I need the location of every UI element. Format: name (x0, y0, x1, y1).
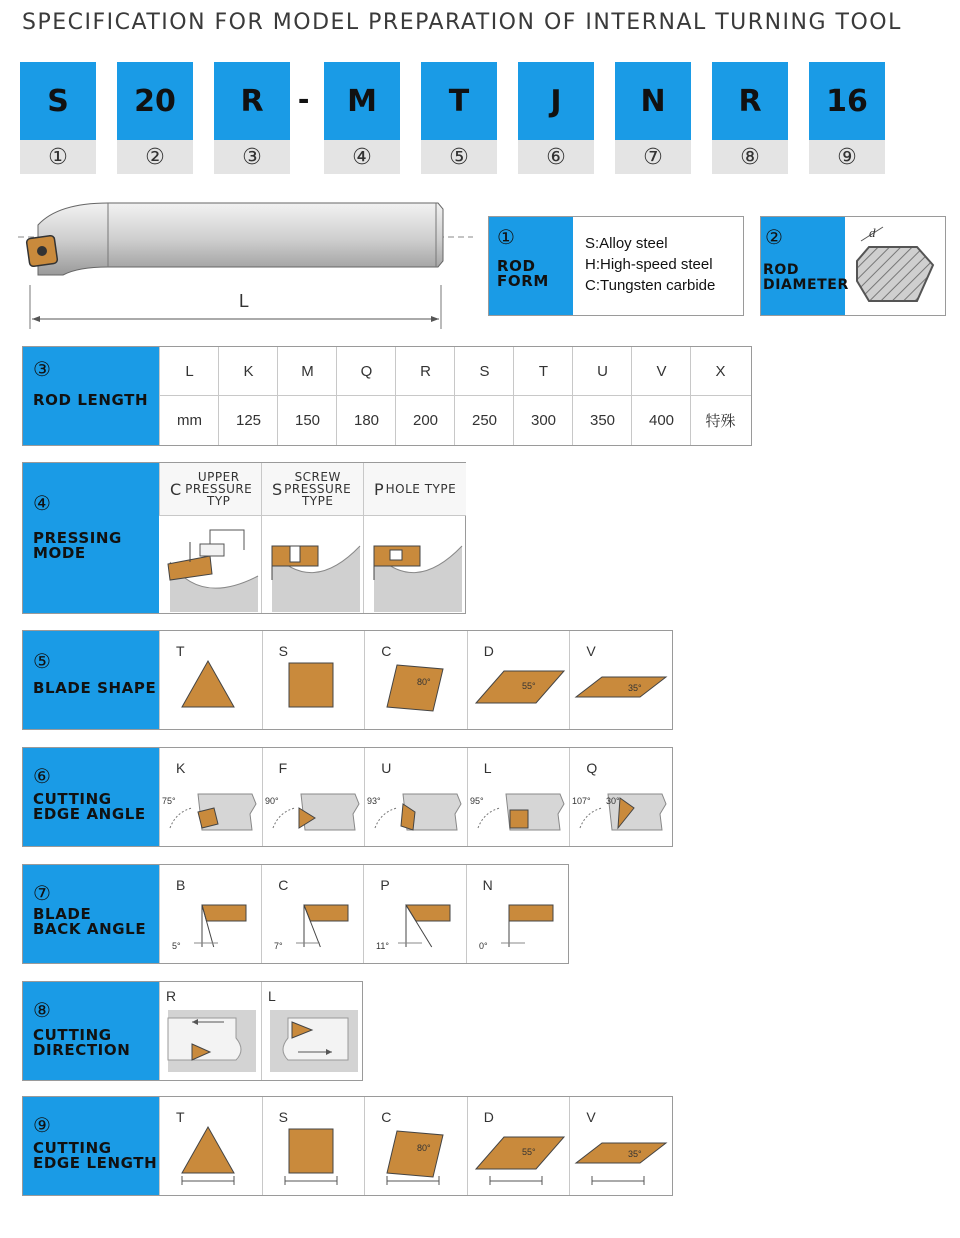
rod-length-code: X (690, 347, 750, 395)
insert-shape-icon (367, 1121, 467, 1191)
option-cell-c (364, 631, 467, 729)
insert-shape-icon (572, 655, 672, 725)
back-angle-label: 0° (478, 941, 488, 951)
code-letter: R (214, 62, 290, 140)
back-angle-label: 5° (172, 941, 181, 951)
pressing-mode-header-p (363, 463, 466, 516)
option-letter: C (381, 643, 392, 659)
section-number: ⑥ (33, 764, 51, 788)
right-hand-direction-icon (166, 1008, 258, 1074)
option-cell-t (159, 1097, 262, 1195)
edge-angle-icon (162, 774, 262, 844)
insert-angle-label: 80° (417, 677, 431, 687)
edge-angle-icon (265, 774, 365, 844)
rod-form-option: C:Tungsten carbide (585, 277, 716, 294)
option-letter: Q (586, 760, 598, 776)
rod-length-value: mm (159, 396, 219, 445)
rod-form-option: H:High-speed steel (585, 256, 713, 273)
code-letter: T (421, 62, 497, 140)
mode-text: PRESSURE (284, 482, 352, 496)
mode-text: TYPE (301, 494, 334, 508)
rod-length-value: 400 (631, 396, 691, 445)
section-number: ⑨ (33, 1113, 51, 1137)
option-letter: L (483, 760, 492, 776)
code-index: ⑥ (518, 140, 594, 174)
rod-length-code: K (218, 347, 278, 395)
rod-length-code: L (159, 347, 219, 395)
diameter-symbol: d (869, 225, 876, 240)
mode-letter: C (170, 479, 182, 499)
edge-angle-cell-u (364, 748, 467, 846)
code-letter: M (324, 62, 400, 140)
section-label (33, 1141, 157, 1171)
mode-text: TYP (207, 494, 231, 508)
option-cell-s (262, 631, 365, 729)
code-index: ⑧ (712, 140, 788, 174)
insert-shape-s (289, 663, 333, 707)
option-letter: T (176, 1109, 185, 1125)
option-letter: N (482, 877, 493, 893)
mode-letter: S (272, 479, 283, 499)
option-cell-v (569, 1097, 672, 1195)
section-label-line: DIAMETER (763, 277, 849, 293)
pressing-mode-header-s (261, 463, 363, 516)
code-letter: S (20, 62, 96, 140)
mode-letter: P (374, 479, 384, 499)
option-letter: F (278, 760, 288, 776)
edge-angle-cell-q (569, 748, 672, 846)
rod-length-code: Q (336, 347, 396, 395)
section-number: ② (765, 225, 783, 249)
back-angle-cell-n (466, 865, 569, 963)
option-letter: C (278, 877, 289, 893)
section-label (497, 259, 549, 289)
section-label-line: MODE (33, 544, 86, 562)
rod-length-value: 350 (572, 396, 632, 445)
rod-length-code: V (631, 347, 691, 395)
tool-drawing (18, 195, 478, 335)
rod-length-value: 250 (454, 396, 514, 445)
section-label-line: CUTTING (33, 1139, 112, 1157)
code-box-9 (809, 62, 885, 174)
edge-angle-cell-k (159, 748, 262, 846)
code-index: ⑤ (421, 140, 497, 174)
section-label-line: CUTTING (33, 1026, 112, 1044)
left-hand-direction-icon (268, 1008, 360, 1074)
section-number: ① (497, 225, 515, 249)
insert-shape-d (476, 1137, 564, 1185)
length-label: L (238, 291, 250, 311)
section-label (33, 1028, 130, 1058)
section-number: ③ (33, 357, 51, 381)
code-letter: N (615, 62, 691, 140)
option-cell-s (262, 1097, 365, 1195)
cutting-edge-angle-section (22, 747, 673, 847)
rod-cross-section-icon (847, 221, 943, 311)
section-label: BLADE SHAPE (33, 679, 157, 697)
back-angle-cell-b (159, 865, 262, 963)
back-angle-icon (366, 891, 466, 961)
option-cell-c (364, 1097, 467, 1195)
edge-angle-cell-f (262, 748, 365, 846)
edge-angle-label: 90° (264, 796, 279, 806)
section-number: ⑤ (33, 649, 51, 673)
code-box-6 (518, 62, 594, 174)
code-box-5 (421, 62, 497, 174)
option-cell-v (569, 631, 672, 729)
mode-text: SCREW (294, 470, 341, 484)
insert-shape-icon (265, 655, 365, 725)
back-angle-cell-c (261, 865, 364, 963)
insert-shape-icon (265, 1121, 365, 1191)
section-label (33, 792, 146, 822)
code-index: ⑨ (809, 140, 885, 174)
option-letter: C (381, 1109, 392, 1125)
back-angle-label: 11° (376, 941, 390, 951)
option-cell-d (467, 1097, 570, 1195)
option-letter: L (268, 988, 276, 1004)
insert-shape-v (576, 1143, 666, 1185)
insert-shape-icon (367, 655, 467, 725)
rod-form-options (585, 233, 715, 296)
code-box-4 (324, 62, 400, 174)
mode-text: UPPER (197, 470, 240, 484)
blade-back-angle-section (22, 864, 569, 964)
screw-pressure-icon (262, 516, 362, 612)
option-letter: R (166, 988, 177, 1004)
edge-angle-label: 95° (469, 796, 484, 806)
section-label-line: PRESSING (33, 529, 122, 547)
rod-length-code: S (454, 347, 514, 395)
option-letter: V (586, 643, 596, 659)
code-separator: - (298, 80, 310, 118)
rod-form-section (488, 216, 744, 316)
upper-pressure-icon (160, 516, 260, 612)
cutting-edge-length-section (22, 1096, 673, 1196)
rod-length-value: 180 (336, 396, 396, 445)
section-label (763, 263, 849, 293)
section-label-line: FORM (497, 272, 549, 290)
insert-shape-icon (162, 1121, 262, 1191)
mode-text: PRESSURE (185, 482, 253, 496)
option-letter: V (586, 1109, 596, 1125)
section-label-line: EDGE ANGLE (33, 805, 146, 823)
back-angle-icon (469, 891, 569, 961)
option-letter: D (483, 643, 494, 659)
section-label-line: BACK ANGLE (33, 920, 147, 938)
code-index: ② (117, 140, 193, 174)
rod-length-value: 300 (513, 396, 573, 445)
code-box-1 (20, 62, 96, 174)
insert-shape-t (182, 661, 234, 707)
code-letter: 20 (117, 62, 193, 140)
code-box-7 (615, 62, 691, 174)
insert-shape-c (387, 665, 443, 711)
insert-shape-s (285, 1129, 337, 1185)
rod-length-value: 150 (277, 396, 337, 445)
mode-description (284, 471, 351, 507)
rod-length-code: T (513, 347, 573, 395)
insert-shape-icon (470, 655, 570, 725)
mode-description (185, 471, 252, 507)
back-angle-label: 7° (274, 941, 283, 951)
blade-shape-section (22, 630, 673, 730)
edge-angle-icon (470, 774, 570, 844)
code-box-3 (214, 62, 290, 174)
section-label-line: CUTTING (33, 790, 112, 808)
rod-length-value: 200 (395, 396, 455, 445)
back-angle-icon (162, 891, 262, 961)
back-angle-icon (264, 891, 364, 961)
option-letter: T (176, 643, 185, 659)
option-letter: B (176, 877, 186, 893)
section-label (33, 531, 122, 561)
rod-form-option: S:Alloy steel (585, 235, 668, 252)
edge-angle-cell-l (467, 748, 570, 846)
code-index: ① (20, 140, 96, 174)
insert-shape-c (387, 1131, 443, 1185)
rod-length-section (22, 346, 752, 446)
insert-shape-t (182, 1127, 234, 1185)
insert-icon (26, 235, 58, 267)
edge-angle-label-secondary: 30° (606, 796, 621, 806)
rod-length-value: 125 (218, 396, 278, 445)
option-letter: S (278, 1109, 288, 1125)
option-letter: U (381, 760, 392, 776)
pressing-mode-header-c (159, 463, 261, 516)
section-label-line: DIRECTION (33, 1041, 131, 1059)
section-number: ⑦ (33, 881, 51, 905)
rod-length-code: R (395, 347, 455, 395)
insert-shape-d (476, 671, 564, 703)
option-cell-t (159, 631, 262, 729)
insert-shape-icon (470, 1121, 570, 1191)
code-index: ⑦ (615, 140, 691, 174)
insert-shape-icon (162, 655, 262, 725)
option-letter: P (380, 877, 390, 893)
code-letter: R (712, 62, 788, 140)
back-angle-cell-p (363, 865, 466, 963)
section-number: ④ (33, 491, 51, 515)
code-index: ③ (214, 140, 290, 174)
mode-text: HOLE TYPE (385, 482, 457, 496)
code-box-2 (117, 62, 193, 174)
section-label-line: ROD (763, 262, 800, 278)
code-letter: 16 (809, 62, 885, 140)
code-letter: J (518, 62, 594, 140)
edge-angle-label: 93° (367, 796, 381, 806)
edge-angle-label: 107° (572, 796, 592, 806)
pressing-mode-section (22, 462, 466, 614)
insert-shape-icon (572, 1121, 672, 1191)
code-box-8 (712, 62, 788, 174)
section-label-line: EDGE LENGTH (33, 1154, 158, 1172)
cutting-direction-l (261, 982, 363, 1080)
insert-angle-label: 35° (628, 683, 643, 693)
edge-angle-icon (367, 774, 467, 844)
option-letter: K (176, 760, 186, 776)
code-index: ④ (324, 140, 400, 174)
section-number: ⑧ (33, 998, 51, 1022)
cutting-direction-r (159, 982, 261, 1080)
section-label-line: BLADE (33, 905, 92, 923)
option-cell-d (467, 631, 570, 729)
edge-angle-icon (572, 774, 672, 844)
option-letter: S (278, 643, 288, 659)
page-title: SPECIFICATION FOR MODEL PREPARATION OF INTERNAL TURNING TOOL (22, 10, 902, 35)
option-letter: D (483, 1109, 494, 1125)
insert-angle-label: 55° (521, 1147, 536, 1157)
section-label (33, 907, 146, 937)
rod-length-code: U (572, 347, 632, 395)
insert-shape-v (576, 677, 666, 697)
rod-length-value: 特殊 (690, 396, 750, 445)
section-label-line: ROD (497, 257, 536, 275)
rod-length-code: M (277, 347, 337, 395)
insert-angle-label: 35° (628, 1149, 643, 1159)
hole-type-icon (364, 516, 464, 612)
edge-angle-label: 75° (162, 796, 176, 806)
rod-diameter-section (760, 216, 946, 316)
cutting-direction-section (22, 981, 363, 1081)
insert-angle-label: 55° (521, 681, 536, 691)
insert-angle-label: 80° (417, 1143, 431, 1153)
section-label: ROD LENGTH (33, 391, 149, 409)
